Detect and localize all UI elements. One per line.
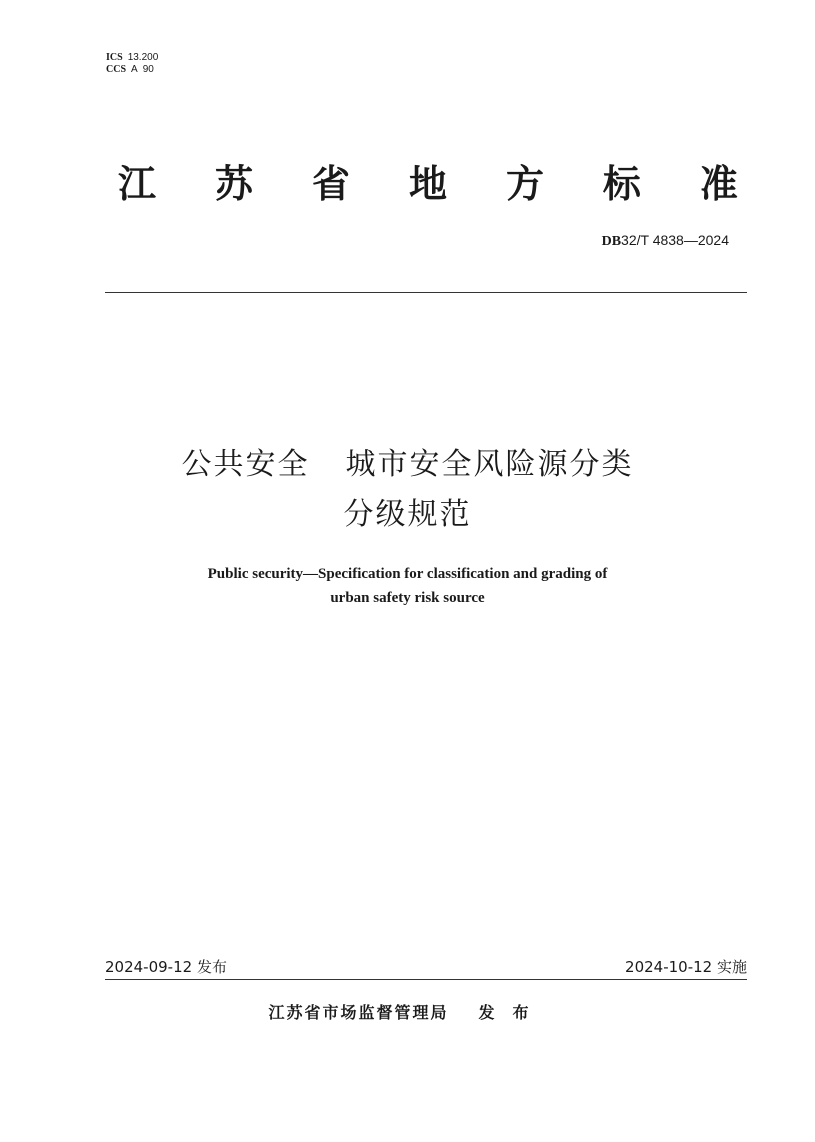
chinese-title xyxy=(0,440,815,540)
chinese-title-line-2: 分级规范 xyxy=(343,497,472,532)
header-divider xyxy=(105,292,747,293)
standard-number xyxy=(602,231,729,251)
ics-label: ICS xyxy=(106,52,123,63)
issue-action: 发布 xyxy=(478,1003,547,1022)
date-row xyxy=(105,957,747,977)
authority-name: 江苏省市场监督管理局 xyxy=(268,1003,449,1022)
chinese-title-line-1 xyxy=(0,440,815,490)
standard-type-heading xyxy=(118,160,738,208)
issue-date: 2024-09-12 发布 xyxy=(105,958,227,976)
classification-codes xyxy=(106,52,158,76)
standard-number-code: 32/T 4838—2024 xyxy=(621,232,729,248)
ccs-label: CCS xyxy=(106,64,127,75)
ccs-code-row xyxy=(106,64,158,76)
standard-type-char: 江 xyxy=(118,162,157,206)
title-main: 城市安全风险源分类 xyxy=(345,447,634,482)
standard-type-char: 省 xyxy=(311,162,350,206)
title-category: 公共安全 xyxy=(181,447,310,482)
standard-type-char: 方 xyxy=(505,162,544,206)
standard-type-char: 地 xyxy=(408,162,447,206)
issuing-authority xyxy=(0,1002,815,1024)
english-title xyxy=(0,562,815,610)
standard-number-prefix: DB xyxy=(601,234,622,249)
english-title-line-2: urban safety risk source xyxy=(330,590,485,606)
footer-divider xyxy=(105,979,747,980)
standard-type-char: 苏 xyxy=(214,162,253,206)
standard-type-char: 准 xyxy=(699,162,738,206)
ics-value: 13.200 xyxy=(127,52,159,63)
implementation-date: 2024-10-12 实施 xyxy=(625,958,747,976)
ics-code-row xyxy=(106,52,158,64)
ccs-value: A 90 xyxy=(131,64,154,75)
english-title-line-1: Public security—Specification for classification and grading of xyxy=(207,566,608,582)
standard-type-char: 标 xyxy=(602,162,641,206)
